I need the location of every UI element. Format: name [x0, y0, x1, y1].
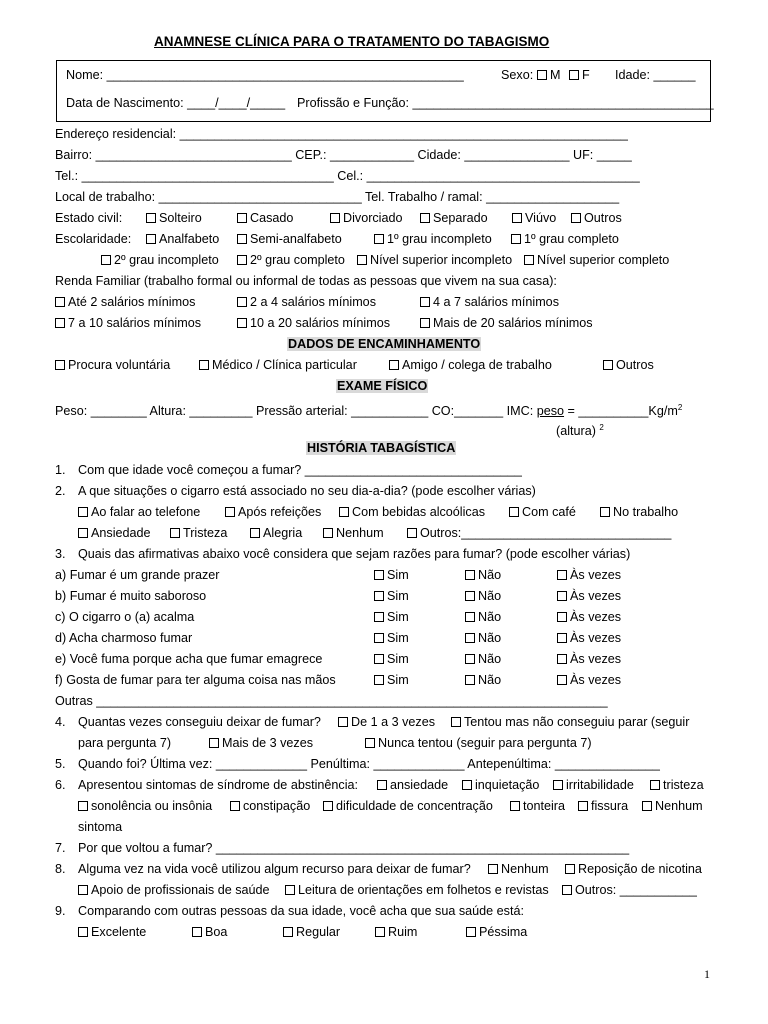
checkbox-icon[interactable] — [225, 507, 235, 517]
q3-item: c) O cigarro o (a) acalma — [55, 610, 195, 624]
q9-option[interactable]: Boa — [192, 924, 227, 940]
checkbox-icon[interactable] — [338, 717, 348, 727]
question-9: Comparando com outras pessoas da sua idade, você acha que sua saúde está: — [78, 904, 524, 918]
q6-option[interactable]: tonteira — [510, 798, 565, 814]
q3-answer-nao[interactable]: Não — [465, 630, 501, 646]
checkbox-icon[interactable] — [377, 780, 387, 790]
q6-option[interactable]: fissura — [578, 798, 628, 814]
checkbox-icon[interactable] — [465, 612, 475, 622]
checkbox-icon[interactable] — [511, 234, 521, 244]
q3-answer-nao[interactable]: Não — [465, 672, 501, 688]
q9-option[interactable]: Excelente — [78, 924, 146, 940]
checkbox-icon[interactable] — [237, 297, 247, 307]
physical-exam-heading: EXAME FÍSICO — [337, 379, 428, 393]
checkbox-icon[interactable] — [237, 234, 247, 244]
profession-field[interactable]: Profissão e Função: ___________________________________________ — [297, 96, 714, 110]
address-field[interactable]: Endereço residencial: ________________________________________________________________ — [55, 127, 628, 141]
question-number: 4. — [55, 715, 66, 729]
q6-option[interactable]: ansiedade — [377, 777, 448, 793]
checkbox-icon[interactable] — [55, 360, 65, 370]
checkbox-icon[interactable] — [146, 213, 156, 223]
checkbox-icon[interactable] — [488, 864, 498, 874]
q3-answer-as-vezes[interactable]: Às vezes — [557, 672, 621, 688]
birth-date-field[interactable]: Data de Nascimento: ____/____/_____ — [66, 96, 286, 110]
checkbox-icon[interactable] — [55, 318, 65, 328]
question-number: 2. — [55, 484, 66, 498]
q2-option[interactable]: Outros:______________________________ — [407, 525, 671, 541]
checkbox-icon[interactable] — [512, 213, 522, 223]
checkbox-icon[interactable] — [78, 885, 88, 895]
checkbox-icon[interactable] — [170, 528, 180, 538]
q3-other-field[interactable]: Outras _________________________________________________________________________ — [55, 694, 608, 708]
education-option[interactable]: Nível superior completo — [524, 252, 669, 268]
q3-answer-as-vezes[interactable]: Às vezes — [557, 588, 621, 604]
age-field[interactable]: Idade: ______ — [615, 68, 696, 82]
education-option[interactable]: 2º grau incompleto — [101, 252, 219, 268]
neighborhood-line[interactable]: Bairro: ____________________________ CEP.: ____________ Cidade: _______________ UF: _____ — [55, 148, 632, 162]
checkbox-icon[interactable] — [330, 213, 340, 223]
checkbox-icon[interactable] — [553, 780, 563, 790]
q9-option[interactable]: Péssima — [466, 924, 527, 940]
q2-option[interactable]: No trabalho — [600, 504, 678, 520]
checkbox-icon[interactable] — [55, 297, 65, 307]
checkbox-icon[interactable] — [509, 507, 519, 517]
checkbox-icon[interactable] — [199, 360, 209, 370]
q8-option[interactable]: Leitura de orientações em folhetos e revistas — [285, 882, 549, 898]
question-number: 8. — [55, 862, 66, 876]
q8-option[interactable]: Reposição de nicotina — [565, 861, 702, 877]
income-label: Renda Familiar (trabalho formal ou informal de todas as pessoas que vivem na sua casa): — [55, 274, 557, 288]
income-option[interactable]: Até 2 salários mínimos — [55, 294, 195, 310]
checkbox-icon[interactable] — [557, 570, 567, 580]
sex-label: Sexo: — [501, 68, 534, 82]
checkbox-icon[interactable] — [603, 360, 613, 370]
referral-option[interactable]: Outros — [603, 357, 654, 373]
income-option[interactable]: 10 a 20 salários mínimos — [237, 315, 390, 331]
checkbox-icon[interactable] — [209, 738, 219, 748]
income-option[interactable]: 7 a 10 salários mínimos — [55, 315, 201, 331]
question-4: Quantas vezes conseguiu deixar de fumar? — [78, 715, 321, 729]
checkbox-icon[interactable] — [230, 801, 240, 811]
checkbox-icon[interactable] — [420, 213, 430, 223]
income-option[interactable]: 2 a 4 salários mínimos — [237, 294, 376, 310]
checkbox-icon[interactable] — [357, 255, 367, 265]
checkbox-icon[interactable] — [562, 885, 572, 895]
q8-option[interactable]: Outros: ___________ — [562, 882, 697, 898]
question-number: 6. — [55, 778, 66, 792]
q3-answer-as-vezes[interactable]: Às vezes — [557, 630, 621, 646]
checkbox-icon[interactable] — [374, 612, 384, 622]
income-option[interactable]: 4 a 7 salários mínimos — [420, 294, 559, 310]
education-option[interactable]: Analfabeto — [146, 231, 219, 247]
q6-continuation: sintoma — [78, 820, 123, 834]
name-field[interactable]: Nome: ___________________________________________________ — [66, 68, 464, 82]
bmi-height-label: (altura) $^2$ — [556, 423, 604, 439]
checkbox-icon[interactable] — [465, 633, 475, 643]
checkbox-icon[interactable] — [557, 675, 567, 685]
q3-item: b) Fumar é muito saboroso — [55, 589, 207, 603]
checkbox-icon[interactable] — [451, 717, 461, 727]
referral-option[interactable]: Procura voluntária — [55, 357, 170, 373]
question-2: A que situações o cigarro está associado no seu dia-a-dia? (pode escolher várias) — [78, 484, 536, 498]
checkbox-icon[interactable] — [465, 591, 475, 601]
q3-answer-nao[interactable]: Não — [465, 588, 501, 604]
q2-option[interactable]: Tristeza — [170, 525, 227, 541]
question-1[interactable]: Com que idade você começou a fumar? _______________________________ — [78, 463, 522, 477]
checkbox-icon[interactable] — [365, 738, 375, 748]
q2-option[interactable]: Ansiedade — [78, 525, 151, 541]
q8-option[interactable]: Nenhum — [488, 861, 549, 877]
question-8: Alguma vez na vida você utilizou algum recurso para deixar de fumar? — [78, 862, 471, 876]
referral-option[interactable]: Amigo / colega de trabalho — [389, 357, 552, 373]
checkbox-icon[interactable] — [650, 780, 660, 790]
q2-option[interactable]: Nenhum — [323, 525, 384, 541]
checkbox-icon[interactable] — [78, 528, 88, 538]
checkbox-icon[interactable] — [465, 570, 475, 580]
q3-item: d) Acha charmoso fumar — [55, 631, 193, 645]
marital-option[interactable]: Casado — [237, 210, 293, 226]
checkbox-icon[interactable] — [78, 801, 88, 811]
q3-answer-sim[interactable]: Sim — [374, 567, 409, 583]
q3-item: a) Fumar é um grande prazer — [55, 568, 220, 582]
question-5[interactable]: Quando foi? Última vez: _____________ Penúltima: _____________ Antepenúltima: _______________ — [78, 757, 660, 771]
physical-exam-fields[interactable]: Peso: ________ Altura: _________ Pressão arterial: ___________ CO:_______ IMC: peso = $\_\_\_\_\_\_\_\_\_\_Kg/m^2$ — [55, 403, 683, 419]
sex-option-m[interactable]: M — [537, 67, 561, 83]
q6-option[interactable]: Nenhum — [642, 798, 703, 814]
q3-item: f) Gosta de fumar para ter alguma coisa nas mãos — [55, 673, 336, 687]
education-option[interactable]: 1º grau incompleto — [374, 231, 492, 247]
checkbox-icon[interactable] — [250, 528, 260, 538]
checkbox-icon[interactable] — [420, 318, 430, 328]
checkbox-icon[interactable] — [374, 591, 384, 601]
question-number: 7. — [55, 841, 66, 855]
q3-answer-as-vezes[interactable]: Às vezes — [557, 609, 621, 625]
checkbox-icon[interactable] — [642, 801, 652, 811]
q3-answer-sim[interactable]: Sim — [374, 630, 409, 646]
q6-option[interactable]: irritabilidade — [553, 777, 634, 793]
checkbox-icon[interactable] — [339, 507, 349, 517]
checkbox-icon[interactable] — [375, 927, 385, 937]
q4-option[interactable]: Tentou mas não conseguiu parar (seguir — [451, 714, 689, 730]
checkbox-icon[interactable] — [323, 528, 333, 538]
q3-answer-nao[interactable]: Não — [465, 609, 501, 625]
income-option[interactable]: Mais de 20 salários mínimos — [420, 315, 593, 331]
q6-option[interactable]: inquietação — [462, 777, 539, 793]
sex-option-f[interactable]: F — [569, 67, 590, 83]
page-number: 1 — [704, 967, 710, 981]
checkbox-icon[interactable] — [510, 801, 520, 811]
checkbox-icon[interactable] — [571, 213, 581, 223]
workplace-line[interactable]: Local de trabalho: _____________________________ Tel. Trabalho / ramal: ___________________ — [55, 190, 620, 204]
question-number: 1. — [55, 463, 66, 477]
checkbox-icon[interactable] — [323, 801, 333, 811]
checkbox-icon[interactable] — [569, 70, 579, 80]
bmi-weight-label: peso — [536, 404, 565, 419]
q2-option[interactable]: Após refeições — [225, 504, 321, 520]
checkbox-icon[interactable] — [557, 591, 567, 601]
question-7[interactable]: Por que voltou a fumar? ___________________________________________________________ — [78, 841, 630, 855]
checkbox-icon[interactable] — [565, 864, 575, 874]
question-number: 3. — [55, 547, 66, 561]
checkbox-icon[interactable] — [146, 234, 156, 244]
q4-option[interactable]: Mais de 3 vezes — [209, 735, 313, 751]
marital-option[interactable]: Solteiro — [146, 210, 202, 226]
referral-heading: DADOS DE ENCAMINHAMENTO — [288, 337, 481, 351]
checkbox-icon[interactable] — [578, 801, 588, 811]
q6-option[interactable]: dificuldade de concentração — [323, 798, 493, 814]
checkbox-icon[interactable] — [374, 675, 384, 685]
checkbox-icon[interactable] — [420, 297, 430, 307]
checkbox-icon[interactable] — [101, 255, 111, 265]
q3-answer-sim[interactable]: Sim — [374, 672, 409, 688]
checkbox-icon[interactable] — [462, 780, 472, 790]
checkbox-icon[interactable] — [283, 927, 293, 937]
q3-answer-as-vezes[interactable]: Às vezes — [557, 567, 621, 583]
q2-option[interactable]: Alegria — [250, 525, 302, 541]
smoking-history-heading: HISTÓRIA TABAGÍSTICA — [307, 441, 456, 455]
q3-answer-sim[interactable]: Sim — [374, 588, 409, 604]
q4-continuation: para pergunta 7) — [78, 736, 172, 750]
question-6: Apresentou sintomas de síndrome de abstinência: — [78, 778, 359, 792]
q6-option[interactable]: sonolência ou insônia — [78, 798, 212, 814]
education-option[interactable]: 2º grau completo — [237, 252, 345, 268]
question-number: 9. — [55, 904, 66, 918]
q3-answer-as-vezes[interactable]: Às vezes — [557, 651, 621, 667]
checkbox-icon[interactable] — [237, 213, 247, 223]
checkbox-icon[interactable] — [285, 885, 295, 895]
marital-option[interactable]: Separado — [420, 210, 488, 226]
q2-option[interactable]: Com bebidas alcoólicas — [339, 504, 485, 520]
form-title: ANAMNESE CLÍNICA PARA O TRATAMENTO DO TABAGISMO — [154, 34, 550, 49]
checkbox-icon[interactable] — [465, 654, 475, 664]
checkbox-icon[interactable] — [466, 927, 476, 937]
education-option[interactable]: Nível superior incompleto — [357, 252, 512, 268]
question-number: 5. — [55, 757, 66, 771]
education-label: Escolaridade: — [55, 232, 132, 246]
checkbox-icon[interactable] — [524, 255, 534, 265]
checkbox-icon[interactable] — [374, 570, 384, 580]
checkbox-icon[interactable] — [537, 70, 547, 80]
q8-option[interactable]: Apoio de profissionais de saúde — [78, 882, 270, 898]
checkbox-icon[interactable] — [600, 507, 610, 517]
q3-answer-sim[interactable]: Sim — [374, 609, 409, 625]
checkbox-icon[interactable] — [374, 234, 384, 244]
checkbox-icon[interactable] — [465, 675, 475, 685]
marital-option[interactable]: Divorciado — [330, 210, 403, 226]
checkbox-icon[interactable] — [407, 528, 417, 538]
checkbox-icon[interactable] — [78, 927, 88, 937]
checkbox-icon[interactable] — [237, 318, 247, 328]
q6-option[interactable]: constipação — [230, 798, 310, 814]
q2-option[interactable]: Com café — [509, 504, 576, 520]
q3-item: e) Você fuma porque acha que fumar emagrece — [55, 652, 323, 666]
checkbox-icon[interactable] — [78, 507, 88, 517]
phone-line[interactable]: Tel.: ____________________________________ Cel.: _______________________________________ — [55, 169, 640, 183]
q3-answer-nao[interactable]: Não — [465, 651, 501, 667]
marital-option[interactable]: Outros — [571, 210, 622, 226]
q9-option[interactable]: Ruim — [375, 924, 417, 940]
q4-option[interactable]: De 1 a 3 vezes — [338, 714, 435, 730]
q3-answer-sim[interactable]: Sim — [374, 651, 409, 667]
checkbox-icon[interactable] — [557, 654, 567, 664]
q2-option[interactable]: Ao falar ao telefone — [78, 504, 200, 520]
q9-option[interactable]: Regular — [283, 924, 340, 940]
marital-status-label: Estado civil: — [55, 211, 123, 225]
education-option[interactable]: Semi-analfabeto — [237, 231, 342, 247]
checkbox-icon[interactable] — [374, 654, 384, 664]
checkbox-icon[interactable] — [557, 612, 567, 622]
checkbox-icon[interactable] — [389, 360, 399, 370]
question-3: Quais das afirmativas abaixo você considera que sejam razões para fumar? (pode escolher várias) — [78, 547, 631, 561]
education-option[interactable]: 1º grau completo — [511, 231, 619, 247]
q3-answer-nao[interactable]: Não — [465, 567, 501, 583]
checkbox-icon[interactable] — [237, 255, 247, 265]
q4-option[interactable]: Nunca tentou (seguir para pergunta 7) — [365, 735, 592, 751]
q6-option[interactable]: tristeza — [650, 777, 704, 793]
checkbox-icon[interactable] — [192, 927, 202, 937]
referral-option[interactable]: Médico / Clínica particular — [199, 357, 357, 373]
marital-option[interactable]: Viúvo — [512, 210, 556, 226]
checkbox-icon[interactable] — [557, 633, 567, 643]
checkbox-icon[interactable] — [374, 633, 384, 643]
